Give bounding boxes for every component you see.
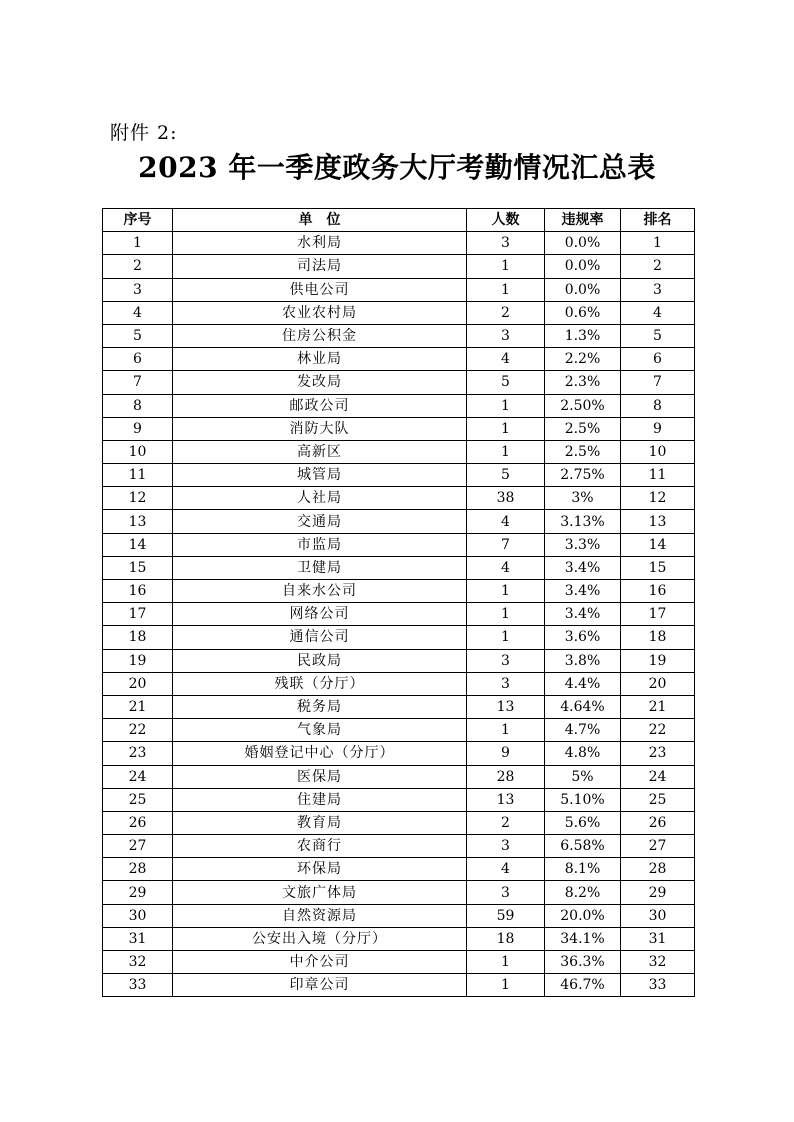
- cell-rank: 5: [621, 324, 695, 347]
- cell-rank: 28: [621, 858, 695, 881]
- cell-people: 3: [467, 835, 545, 858]
- cell-violation-rate: 2.5%: [545, 417, 621, 440]
- attachment-label: 附件 2:: [110, 122, 178, 144]
- cell-unit: 发改局: [173, 371, 467, 394]
- cell-rank: 14: [621, 533, 695, 556]
- cell-violation-rate: 3%: [545, 487, 621, 510]
- cell-unit: 司法局: [173, 255, 467, 278]
- cell-unit: 环保局: [173, 858, 467, 881]
- cell-serial: 18: [103, 626, 173, 649]
- cell-violation-rate: 0.6%: [545, 301, 621, 324]
- table-row: [103, 533, 695, 556]
- table-row: [103, 927, 695, 950]
- cell-serial: 12: [103, 487, 173, 510]
- cell-serial: 19: [103, 649, 173, 672]
- cell-unit: 农业农村局: [173, 301, 467, 324]
- cell-unit: 市监局: [173, 533, 467, 556]
- table-row: [103, 881, 695, 904]
- cell-serial: 11: [103, 464, 173, 487]
- table-row: [103, 835, 695, 858]
- cell-people: 1: [467, 417, 545, 440]
- cell-violation-rate: 2.75%: [545, 464, 621, 487]
- cell-rank: 16: [621, 580, 695, 603]
- cell-serial: 32: [103, 951, 173, 974]
- cell-people: 4: [467, 556, 545, 579]
- cell-serial: 26: [103, 811, 173, 834]
- cell-serial: 22: [103, 719, 173, 742]
- cell-people: 3: [467, 672, 545, 695]
- cell-violation-rate: 3.3%: [545, 533, 621, 556]
- table-row: [103, 719, 695, 742]
- cell-violation-rate: 8.2%: [545, 881, 621, 904]
- table-row: [103, 348, 695, 371]
- cell-people: 18: [467, 927, 545, 950]
- cell-rank: 8: [621, 394, 695, 417]
- cell-violation-rate: 46.7%: [545, 974, 621, 997]
- cell-serial: 20: [103, 672, 173, 695]
- table-row: [103, 301, 695, 324]
- cell-serial: 28: [103, 858, 173, 881]
- cell-serial: 33: [103, 974, 173, 997]
- cell-unit: 网络公司: [173, 603, 467, 626]
- cell-rank: 18: [621, 626, 695, 649]
- cell-violation-rate: 2.2%: [545, 348, 621, 371]
- cell-rank: 13: [621, 510, 695, 533]
- cell-rank: 26: [621, 811, 695, 834]
- table-row: [103, 255, 695, 278]
- cell-rank: 3: [621, 278, 695, 301]
- cell-unit: 通信公司: [173, 626, 467, 649]
- cell-violation-rate: 4.64%: [545, 695, 621, 718]
- table-row: [103, 556, 695, 579]
- cell-unit: 文旅广体局: [173, 881, 467, 904]
- cell-violation-rate: 5.6%: [545, 811, 621, 834]
- table-row: [103, 904, 695, 927]
- cell-rank: 1: [621, 232, 695, 255]
- cell-violation-rate: 3.6%: [545, 626, 621, 649]
- cell-serial: 13: [103, 510, 173, 533]
- cell-rank: 6: [621, 348, 695, 371]
- cell-rank: 27: [621, 835, 695, 858]
- cell-people: 28: [467, 765, 545, 788]
- cell-violation-rate: 4.7%: [545, 719, 621, 742]
- cell-violation-rate: 2.3%: [545, 371, 621, 394]
- cell-unit: 自然资源局: [173, 904, 467, 927]
- cell-violation-rate: 34.1%: [545, 927, 621, 950]
- cell-serial: 10: [103, 440, 173, 463]
- cell-serial: 30: [103, 904, 173, 927]
- cell-unit: 公安出入境（分厅）: [173, 927, 467, 950]
- cell-unit: 城管局: [173, 464, 467, 487]
- cell-unit: 民政局: [173, 649, 467, 672]
- page-title: 2023 年一季度政务大厅考勤情况汇总表: [138, 151, 656, 184]
- table-row: [103, 951, 695, 974]
- cell-rank: 4: [621, 301, 695, 324]
- cell-rank: 17: [621, 603, 695, 626]
- cell-violation-rate: 36.3%: [545, 951, 621, 974]
- cell-serial: 15: [103, 556, 173, 579]
- cell-people: 9: [467, 742, 545, 765]
- table-row: [103, 487, 695, 510]
- cell-people: 13: [467, 695, 545, 718]
- cell-violation-rate: 3.4%: [545, 603, 621, 626]
- cell-unit: 消防大队: [173, 417, 467, 440]
- cell-serial: 3: [103, 278, 173, 301]
- cell-violation-rate: 3.4%: [545, 580, 621, 603]
- cell-people: 4: [467, 510, 545, 533]
- cell-people: 2: [467, 301, 545, 324]
- cell-people: 1: [467, 603, 545, 626]
- cell-rank: 25: [621, 788, 695, 811]
- cell-serial: 25: [103, 788, 173, 811]
- cell-people: 4: [467, 858, 545, 881]
- header-unit: 单 位: [173, 209, 467, 232]
- cell-violation-rate: 2.50%: [545, 394, 621, 417]
- cell-serial: 4: [103, 301, 173, 324]
- cell-people: 2: [467, 811, 545, 834]
- cell-violation-rate: 0.0%: [545, 278, 621, 301]
- cell-people: 3: [467, 649, 545, 672]
- cell-serial: 6: [103, 348, 173, 371]
- header-rank: 排名: [621, 209, 695, 232]
- cell-people: 1: [467, 394, 545, 417]
- header-violation-rate: 违规率: [545, 209, 621, 232]
- cell-serial: 24: [103, 765, 173, 788]
- table-row: [103, 278, 695, 301]
- table-row: [103, 649, 695, 672]
- cell-violation-rate: 5.10%: [545, 788, 621, 811]
- cell-serial: 21: [103, 695, 173, 718]
- table-row: [103, 788, 695, 811]
- cell-rank: 7: [621, 371, 695, 394]
- cell-rank: 12: [621, 487, 695, 510]
- cell-rank: 9: [621, 417, 695, 440]
- cell-serial: 17: [103, 603, 173, 626]
- cell-unit: 卫健局: [173, 556, 467, 579]
- cell-rank: 2: [621, 255, 695, 278]
- table-row: [103, 232, 695, 255]
- cell-unit: 邮政公司: [173, 394, 467, 417]
- cell-unit: 农商行: [173, 835, 467, 858]
- cell-unit: 税务局: [173, 695, 467, 718]
- cell-people: 13: [467, 788, 545, 811]
- table-row: [103, 626, 695, 649]
- cell-unit: 水利局: [173, 232, 467, 255]
- cell-serial: 9: [103, 417, 173, 440]
- cell-rank: 15: [621, 556, 695, 579]
- cell-violation-rate: 4.8%: [545, 742, 621, 765]
- cell-people: 1: [467, 255, 545, 278]
- cell-people: 5: [467, 464, 545, 487]
- cell-rank: 11: [621, 464, 695, 487]
- cell-unit: 高新区: [173, 440, 467, 463]
- cell-people: 3: [467, 324, 545, 347]
- cell-violation-rate: 5%: [545, 765, 621, 788]
- cell-people: 1: [467, 719, 545, 742]
- table-header-row: [103, 209, 695, 232]
- cell-people: 1: [467, 974, 545, 997]
- table-row: [103, 371, 695, 394]
- cell-serial: 1: [103, 232, 173, 255]
- cell-rank: 32: [621, 951, 695, 974]
- cell-violation-rate: 1.3%: [545, 324, 621, 347]
- cell-rank: 19: [621, 649, 695, 672]
- cell-people: 1: [467, 278, 545, 301]
- header-serial: 序号: [103, 209, 173, 232]
- cell-unit: 住建局: [173, 788, 467, 811]
- table-row: [103, 742, 695, 765]
- cell-rank: 21: [621, 695, 695, 718]
- cell-serial: 16: [103, 580, 173, 603]
- cell-unit: 印章公司: [173, 974, 467, 997]
- header-people: 人数: [467, 209, 545, 232]
- cell-people: 3: [467, 232, 545, 255]
- table-row: [103, 672, 695, 695]
- table-row: [103, 417, 695, 440]
- cell-unit: 中介公司: [173, 951, 467, 974]
- cell-unit: 供电公司: [173, 278, 467, 301]
- cell-unit: 教育局: [173, 811, 467, 834]
- cell-unit: 残联（分厅）: [173, 672, 467, 695]
- table-row: [103, 324, 695, 347]
- cell-people: 7: [467, 533, 545, 556]
- cell-people: 59: [467, 904, 545, 927]
- cell-violation-rate: 3.13%: [545, 510, 621, 533]
- cell-serial: 7: [103, 371, 173, 394]
- table-row: [103, 858, 695, 881]
- cell-violation-rate: 8.1%: [545, 858, 621, 881]
- cell-rank: 23: [621, 742, 695, 765]
- cell-serial: 8: [103, 394, 173, 417]
- table-row: [103, 580, 695, 603]
- table-row: [103, 695, 695, 718]
- cell-serial: 2: [103, 255, 173, 278]
- cell-unit: 婚姻登记中心（分厅）: [173, 742, 467, 765]
- cell-serial: 23: [103, 742, 173, 765]
- cell-people: 1: [467, 626, 545, 649]
- cell-rank: 24: [621, 765, 695, 788]
- cell-rank: 30: [621, 904, 695, 927]
- cell-unit: 交通局: [173, 510, 467, 533]
- cell-unit: 林业局: [173, 348, 467, 371]
- cell-people: 3: [467, 881, 545, 904]
- cell-rank: 33: [621, 974, 695, 997]
- cell-violation-rate: 4.4%: [545, 672, 621, 695]
- cell-people: 4: [467, 348, 545, 371]
- table-row: [103, 765, 695, 788]
- table-row: [103, 603, 695, 626]
- cell-unit: 气象局: [173, 719, 467, 742]
- attendance-table: [102, 208, 695, 997]
- table-row: [103, 811, 695, 834]
- cell-violation-rate: 2.5%: [545, 440, 621, 463]
- cell-rank: 10: [621, 440, 695, 463]
- cell-serial: 31: [103, 927, 173, 950]
- cell-people: 1: [467, 440, 545, 463]
- table-row: [103, 440, 695, 463]
- cell-rank: 31: [621, 927, 695, 950]
- cell-violation-rate: 6.58%: [545, 835, 621, 858]
- cell-violation-rate: 3.8%: [545, 649, 621, 672]
- cell-violation-rate: 3.4%: [545, 556, 621, 579]
- cell-unit: 自来水公司: [173, 580, 467, 603]
- table-row: [103, 974, 695, 997]
- cell-unit: 医保局: [173, 765, 467, 788]
- cell-unit: 人社局: [173, 487, 467, 510]
- cell-serial: 14: [103, 533, 173, 556]
- cell-people: 1: [467, 951, 545, 974]
- cell-people: 5: [467, 371, 545, 394]
- cell-violation-rate: 20.0%: [545, 904, 621, 927]
- cell-serial: 27: [103, 835, 173, 858]
- cell-people: 1: [467, 580, 545, 603]
- table-row: [103, 394, 695, 417]
- cell-violation-rate: 0.0%: [545, 232, 621, 255]
- cell-unit: 住房公积金: [173, 324, 467, 347]
- cell-rank: 20: [621, 672, 695, 695]
- table-body: [103, 232, 695, 997]
- table-row: [103, 464, 695, 487]
- cell-serial: 29: [103, 881, 173, 904]
- cell-violation-rate: 0.0%: [545, 255, 621, 278]
- cell-serial: 5: [103, 324, 173, 347]
- cell-rank: 29: [621, 881, 695, 904]
- table-row: [103, 510, 695, 533]
- cell-rank: 22: [621, 719, 695, 742]
- cell-people: 38: [467, 487, 545, 510]
